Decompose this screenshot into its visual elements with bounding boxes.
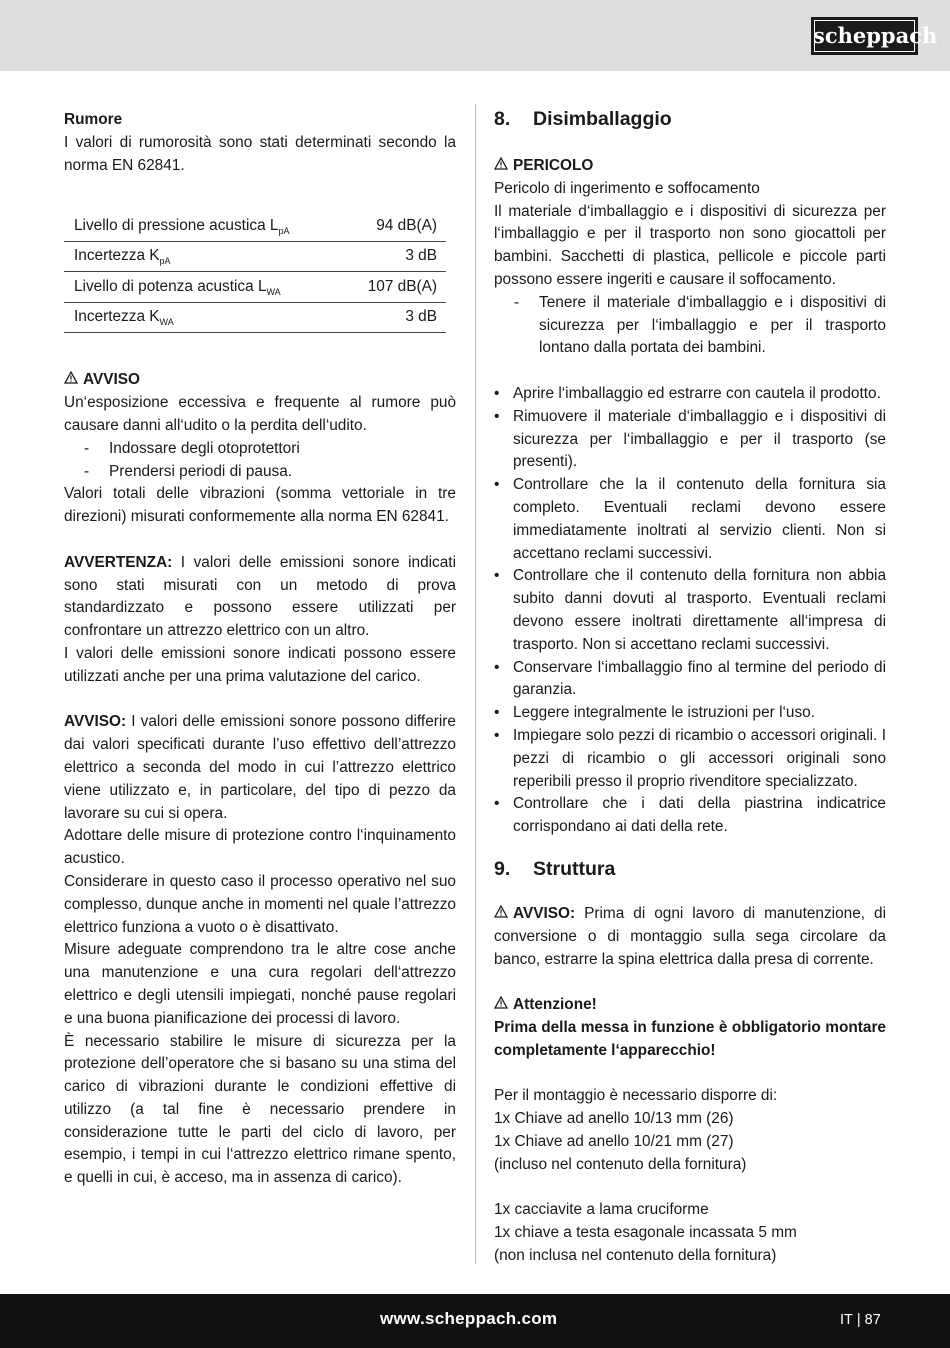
page-header [0, 0, 950, 71]
avviso-heading: AVVISO [64, 369, 456, 392]
avvertenza-paragraph-2: I valori delle emissioni sonore indicati possono essere utilizzati anche per una prima valutazione del carico. [64, 644, 456, 685]
footer-website-link[interactable]: www.scheppach.com [380, 1309, 558, 1328]
paragraph: Considerare in questo caso il processo operativo nel suo complesso, dunque anche in momenti nel quale l’attrezzo elettrico funziona a vuoto o è disattivato. [64, 872, 456, 936]
right-column [494, 106, 886, 1268]
paragraph: Misure adeguate comprendono tra le altre cose anche una manutenzione e una cura regolari dell‘attrezzo elettrico e degli utensili impiegati, nonché pause regolari e una buona pianificazione dei processi di lavoro. [64, 941, 456, 1027]
spec-value: 3 dB [348, 302, 446, 333]
spec-label: Incertezza $K_{pA}$ [64, 241, 348, 272]
list-item: • Controllare che il contenuto della fornitura non abbia subito danni dovuti al trasporto. Eventuali reclami devono essere inoltrati direttamente all‘impresa di trasporto. Non si accettano reclami successivi. [494, 565, 886, 656]
spec-label: Livello di potenza acustica $L_{WA}$ [64, 272, 348, 303]
warning-icon [64, 369, 78, 392]
vibration-text: Valori totali delle vibrazioni (somma vettoriale in tre direzioni) misurati conformemente alla norma EN 62841. [64, 485, 456, 526]
list-item: • Leggere integralmente le istruzioni per l‘uso. [494, 702, 886, 725]
avviso-text: Un‘esposizione eccessiva e frequente al rumore può causare danni all‘udito o la perdita dell‘udito. [64, 394, 456, 434]
attenzione-heading: Attenzione! [494, 994, 886, 1017]
paragraph: È necessario stabilire le misure di sicurezza per la protezione dell’operatore che si basano su una stima del carico di vibrazioni durante le condizioni effettive di utilizzo (a tal fine è necessario prendere in considerazione tutte le parti del ciclo di lavoro, per esempio, i tempi in cui l‘attrezzo elettrico rimane spento, e quelli in cui, è acceso, ma in assenza di carico). [64, 1032, 456, 1187]
page-number: IT | 87 [840, 1312, 881, 1328]
noise-spec-table [64, 211, 446, 333]
warning-icon [494, 903, 508, 926]
list-item: - Prendersi periodi di pausa. [64, 461, 456, 484]
assembly-item: 1x chiave a testa esagonale incassata 5 mm [494, 1224, 797, 1242]
table-row [64, 241, 446, 272]
pericolo-heading: PERICOLO [494, 155, 886, 178]
list-item: - Tenere il materiale d‘imballaggio e i dispositivi di sicurezza per l‘imballaggio e per il trasporto lontano dalla portata dei bambini. [494, 292, 886, 360]
list-item: • Impiegare solo pezzi di ricambio o accessori originali. I pezzi di ricambio o gli accessori originali sono reperibili presso il proprio rivenditore specializzato. [494, 725, 886, 793]
paragraph: Adottare delle misure di protezione contro l‘inquinamento acustico. [64, 827, 456, 868]
attenzione-text: Prima della messa in funzione è obbligatorio montare completamente l‘apparecchio! [494, 1018, 886, 1059]
pericolo-text: Il materiale d‘imballaggio e i dispositivi di sicurezza per l‘imballaggio e per il trasporto non sono giocattoli per bambini. Sacchetti di plastica, pellicole e piccole parti possono essere ingeriti e causare il soffocamento. [494, 202, 886, 288]
assembly-item: 1x cacciavite a lama cruciforme [494, 1201, 709, 1219]
struttura-avviso: AVVISO: Prima di ogni lavoro di manutenzione, di conversione o di montaggio sulla sega circolare da banco, estrarre la spina elettrica dalla presa di corrente. [494, 904, 886, 968]
unpacking-bullets [494, 383, 886, 839]
avvertenza-paragraph: AVVERTENZA: I valori delle emissioni sonore indicati sono stati misurati con un metodo di prova standardizzato e possono essere utilizzati per confrontare un attrezzo elettrico con un altro. [64, 553, 456, 640]
brand-logo: scheppach [811, 17, 918, 55]
list-item: • Controllare che i dati della piastrina indicatrice corrispondano ai dati della rete. [494, 793, 886, 839]
pericolo-subtitle: Pericolo di ingerimento e soffocamento [494, 179, 760, 197]
spec-label: Incertezza $K_{WA}$ [64, 302, 348, 333]
noise-title: Rumore [64, 111, 123, 128]
spec-value: 3 dB [348, 241, 446, 272]
warning-icon [494, 994, 508, 1017]
assembly-item: 1x Chiave ad anello 10/13 mm (26) [494, 1110, 734, 1128]
table-row [64, 211, 446, 241]
page-footer [0, 1294, 950, 1348]
avviso2-paragraph: AVVISO: I valori delle emissioni sonore possono differire dai valori specificati durante l’uso effettivo dell’attrezzo elettrico a seconda del modo in cui l’attrezzo elettrico viene utilizzato e, in particolare, del tipo di pezzo da lavorare su cui si opera. [64, 713, 456, 822]
list-item: • Controllare che la il contenuto della fornitura sia completo. Eventuali reclami devono essere immediatamente inoltrati al servizio clienti. Non si accettano reclami successivi. [494, 474, 886, 565]
list-item: - Indossare degli otoprotettori [64, 438, 456, 461]
section-heading-structure: 9. Struttura [494, 857, 616, 880]
spec-label: Livello di pressione acustica $L_{pA}$ [64, 211, 348, 241]
table-row [64, 272, 446, 303]
column-divider [475, 104, 476, 1264]
spec-value: 107 dB(A) [348, 272, 446, 303]
list-item: • Rimuovere il materiale d‘imballaggio e i dispositivi di sicurezza per l‘imballaggio e per il trasporto (se presenti). [494, 406, 886, 474]
list-item: • Conservare l‘imballaggio fino al termine del periodo di garanzia. [494, 657, 886, 703]
noise-intro: I valori di rumorosità sono stati determinati secondo la norma EN 62841. [64, 133, 456, 174]
table-row [64, 302, 446, 333]
warning-icon [494, 155, 508, 178]
assembly-note: (incluso nel contenuto della fornitura) [494, 1155, 747, 1173]
left-column [64, 109, 456, 1190]
spec-value: 94 dB(A) [348, 211, 446, 241]
section-heading-unpacking: 8. Disimballaggio [494, 108, 672, 130]
assembly-note: (non inclusa nel contenuto della fornitura) [494, 1246, 777, 1264]
list-item: • Aprire l‘imballaggio ed estrarre con cautela il prodotto. [494, 383, 886, 406]
avviso-list [64, 438, 456, 484]
assembly-item: 1x Chiave ad anello 10/21 mm (27) [494, 1132, 734, 1150]
assembly-intro: Per il montaggio è necessario disporre di: [494, 1087, 778, 1105]
pericolo-list [494, 292, 886, 360]
